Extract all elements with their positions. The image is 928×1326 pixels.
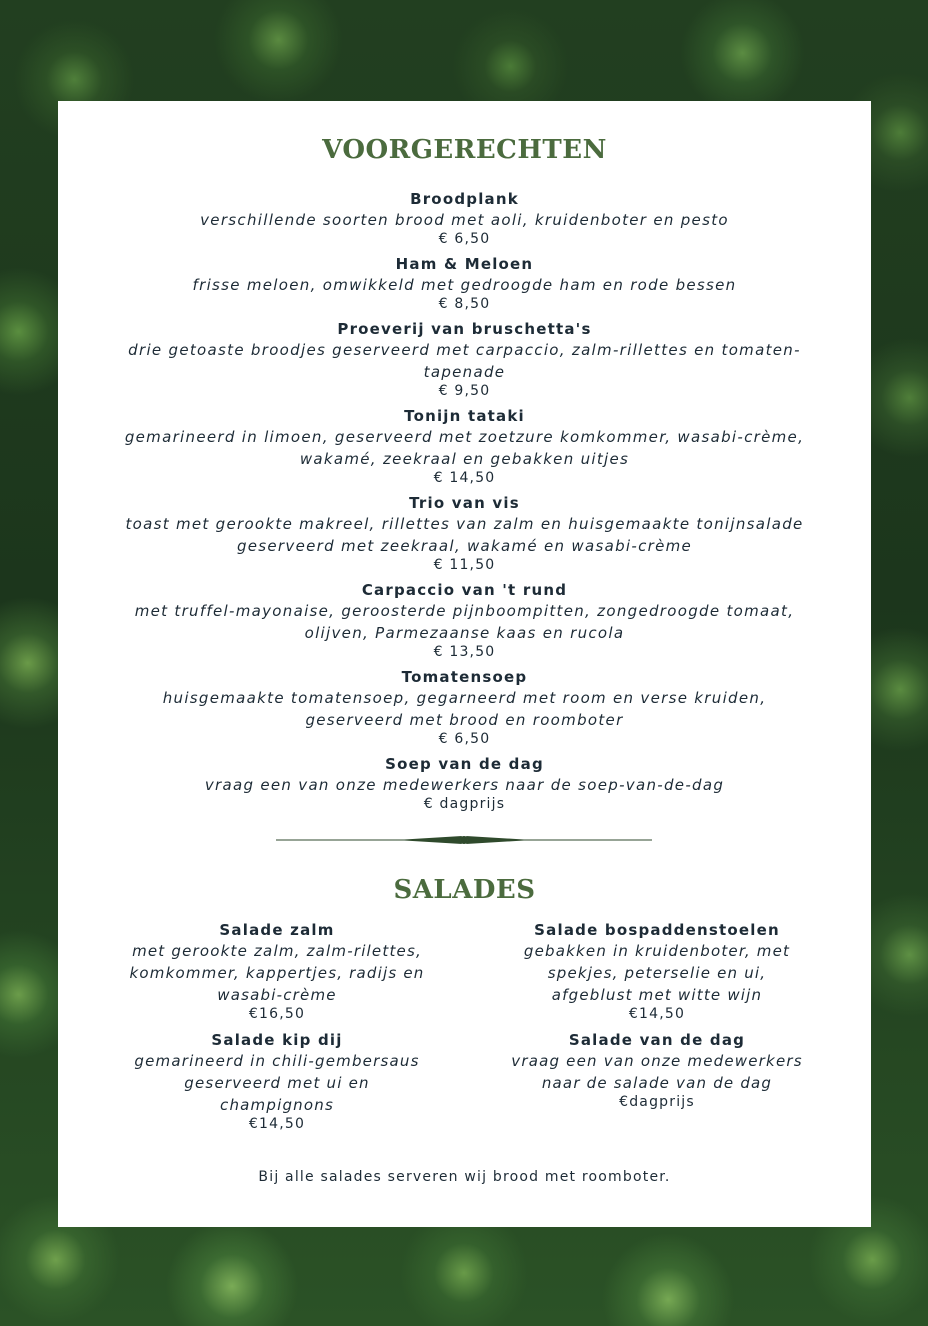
- dish-description: vraag een van onze medewerkers naar de salade van de dag: [511, 1052, 803, 1092]
- dish-price: € 13,50: [433, 644, 496, 660]
- menu-item: [127, 921, 427, 1023]
- dish-price: € 8,50: [438, 296, 491, 312]
- menu-item: [118, 494, 811, 574]
- menu-item: [118, 190, 811, 248]
- dish-name: Salade kip dij: [211, 1031, 343, 1049]
- dish-name: Carpaccio van 't rund: [361, 581, 568, 599]
- menu-item: [507, 921, 807, 1023]
- dish-name: Salade bospaddenstoelen: [534, 921, 780, 939]
- dish-description: toast met gerookte makreel, rillettes van zalm en huisgemaakte tonijnsalade geserveerd met zeekraal, wakamé en wasabi-crème: [125, 515, 804, 555]
- dish-price: €dagprijs: [619, 1094, 695, 1110]
- dish-description: gebakken in kruidenboter, met spekjes, peterselie en ui, afgeblust met witte wijn: [523, 942, 791, 1004]
- starters-list: [118, 190, 811, 820]
- salads-title: SALADES: [393, 875, 536, 905]
- ornamental-divider: [276, 833, 652, 847]
- menu-item: [118, 255, 811, 313]
- dish-price: € 11,50: [433, 557, 496, 573]
- dish-name: Ham & Meloen: [395, 255, 534, 273]
- dish-name: Salade van de dag: [568, 1031, 746, 1049]
- dish-price: €14,50: [628, 1006, 686, 1022]
- salads-footnote: Bij alle salades serveren wij brood met roomboter.: [258, 1169, 671, 1185]
- dish-description: gemarineerd in limoen, geserveerd met zoetzure komkommer, wasabi-crème, wakamé, zeekraal en gebakken uitjes: [124, 428, 805, 468]
- salads-right-column: [507, 921, 807, 1119]
- dish-name: Soep van de dag: [385, 755, 544, 773]
- menu-item: [127, 1031, 427, 1133]
- dish-price: €16,50: [248, 1006, 306, 1022]
- dish-description: met gerookte zalm, zalm-rilettes, komkommer, kappertjes, radijs en wasabi-crème: [129, 942, 425, 1004]
- dish-description: huisgemaakte tomatensoep, gegarneerd met room en verse kruiden, geserveerd met brood en roomboter: [162, 689, 767, 729]
- menu-item: [118, 407, 811, 487]
- dish-price: € dagprijs: [423, 796, 506, 812]
- dish-name: Salade zalm: [219, 921, 335, 939]
- dish-price: € 6,50: [438, 231, 491, 247]
- menu-item: [118, 581, 811, 661]
- dish-description: met truffel-mayonaise, geroosterde pijnboompitten, zongedroogde tomaat, olijven, Parmezaanse kaas en rucola: [134, 602, 795, 642]
- menu-item: [118, 668, 811, 748]
- dish-name: Trio van vis: [409, 494, 520, 512]
- starters-title: VOORGERECHTEN: [322, 135, 607, 165]
- dish-price: € 9,50: [438, 383, 491, 399]
- dish-price: €14,50: [248, 1116, 306, 1132]
- dish-price: € 6,50: [438, 731, 491, 747]
- salads-left-column: [127, 921, 427, 1141]
- menu-item: [507, 1031, 807, 1111]
- dish-description: verschillende soorten brood met aoli, kruidenboter en pesto: [200, 211, 729, 229]
- dish-name: Tonijn tataki: [404, 407, 525, 425]
- dish-name: Proeverij van bruschetta's: [337, 320, 592, 338]
- dish-name: Tomatensoep: [401, 668, 528, 686]
- dish-price: € 14,50: [433, 470, 496, 486]
- dish-description: frisse meloen, omwikkeld met gedroogde ham en rode bessen: [192, 276, 737, 294]
- dish-description: gemarineerd in chili-gembersaus geserveerd met ui en champignons: [134, 1052, 420, 1114]
- menu-item: [118, 320, 811, 400]
- dish-description: drie getoaste broodjes geserveerd met carpaccio, zalm-rillettes en tomaten-tapenade: [128, 341, 801, 381]
- menu-item: [118, 755, 811, 813]
- dish-description: vraag een van onze medewerkers naar de soep-van-de-dag: [204, 776, 725, 794]
- menu-card: [58, 101, 871, 1227]
- dish-name: Broodplank: [410, 190, 519, 208]
